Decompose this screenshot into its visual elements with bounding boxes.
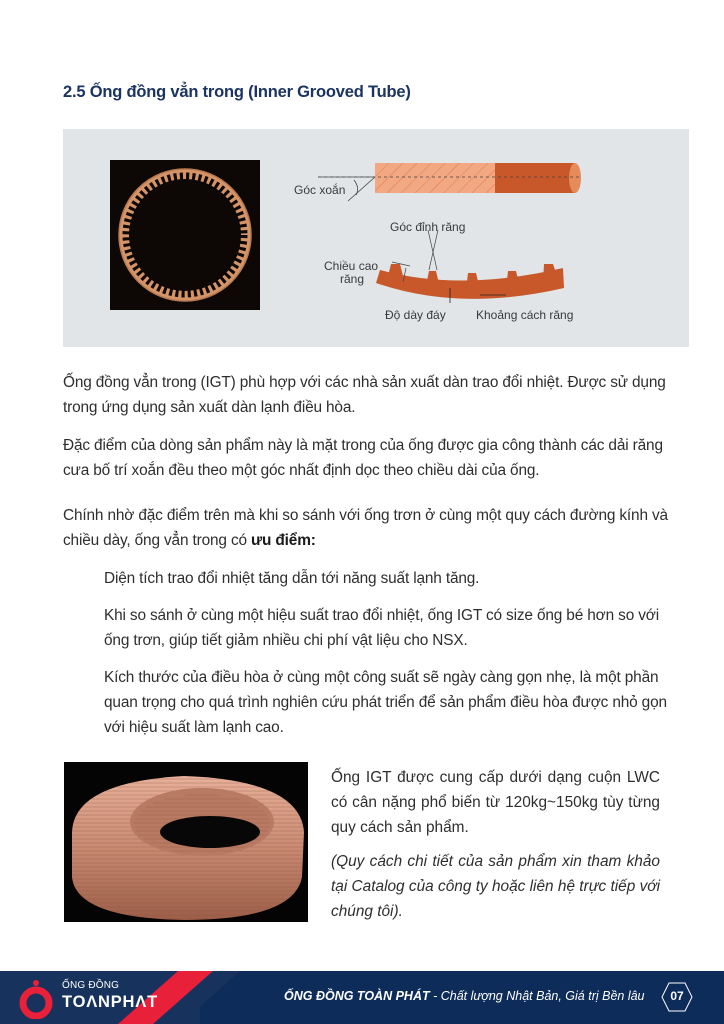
label-helix-angle: Góc xoắn <box>294 183 346 197</box>
logo-text-small: ỐNG ĐỒNG <box>62 980 120 991</box>
copper-coil-image <box>64 762 308 922</box>
groove-diagram <box>270 140 600 345</box>
logo-icon <box>18 979 58 1019</box>
paragraph-features: Đặc điểm của dòng sản phẩm này là mặt trong của ống được gia công thành các dải răng cưa bố trí xoắn đều theo một góc nhất định dọc theo chiều dài của ống. <box>63 437 663 479</box>
page-footer <box>0 971 724 1024</box>
page-number: 07 <box>670 989 684 1003</box>
section-heading: 2.5 Ống đồng vẳn trong (Inner Grooved Tube) <box>63 83 411 101</box>
footer-tagline: ỐNG ĐỒNG TOÀN PHÁT - Chất lượng Nhật Bản, Giá trị Bền lâu <box>284 989 645 1003</box>
label-tooth-height-2: răng <box>340 272 365 286</box>
tube-cross-section-image <box>110 160 260 310</box>
label-tooth-spacing: Khoảng cách răng <box>476 308 574 322</box>
advantage-item: Khi so sánh ở cùng một hiệu suất trao đổi nhiệt, ống IGT có size ống bé hơn so với ống trơn, giúp tiết giảm nhiều chi phí vật liệu cho NSX. <box>104 607 659 649</box>
label-tooth-apex-angle: Góc đỉnh răng <box>390 220 466 234</box>
advantage-item: Kích thước của điều hòa ở cùng một công suất sẽ ngày càng gọn nhẹ, là một phần quan trọng cho quá trình nghiên cứu phát triển để sản phẩm điều hòa được nhỏ gọn với hiệu suất làm lạnh cao. <box>104 669 667 736</box>
advantages-label: ưu điểm: <box>251 532 316 549</box>
logo-text-brand: TOΛNPHΛT <box>62 993 158 1011</box>
advantage-item: Diện tích trao đổi nhiệt tăng dẫn tới năng suất lạnh tăng. <box>104 570 480 587</box>
paragraph-advantages-intro: Chính nhờ đặc điểm trên mà khi so sánh với ống trơn ở cùng một quy cách đường kính và chiều dày, ống vẳn trong có ưu điểm: <box>63 507 668 549</box>
catalog-note: (Quy cách chi tiết của sản phẩm xin tham khảo tại Catalog của công ty hoặc liên hệ trực tiếp với chúng tôi). <box>331 853 660 920</box>
supply-description: Ống IGT được cung cấp dưới dạng cuộn LWC có cân nặng phổ biến từ 120kg~150kg tùy từng quy cách sản phẩm. <box>331 769 660 836</box>
paragraph-intro: Ống đồng vẳn trong (IGT) phù hợp với các nhà sản xuất dàn trao đổi nhiệt. Được sử dụng trong ứng dụng sản xuất dàn lạnh điều hòa. <box>63 374 666 416</box>
label-bottom-thickness: Độ dày đáy <box>385 308 446 322</box>
label-tooth-height-1: Chiều cao <box>324 259 379 273</box>
